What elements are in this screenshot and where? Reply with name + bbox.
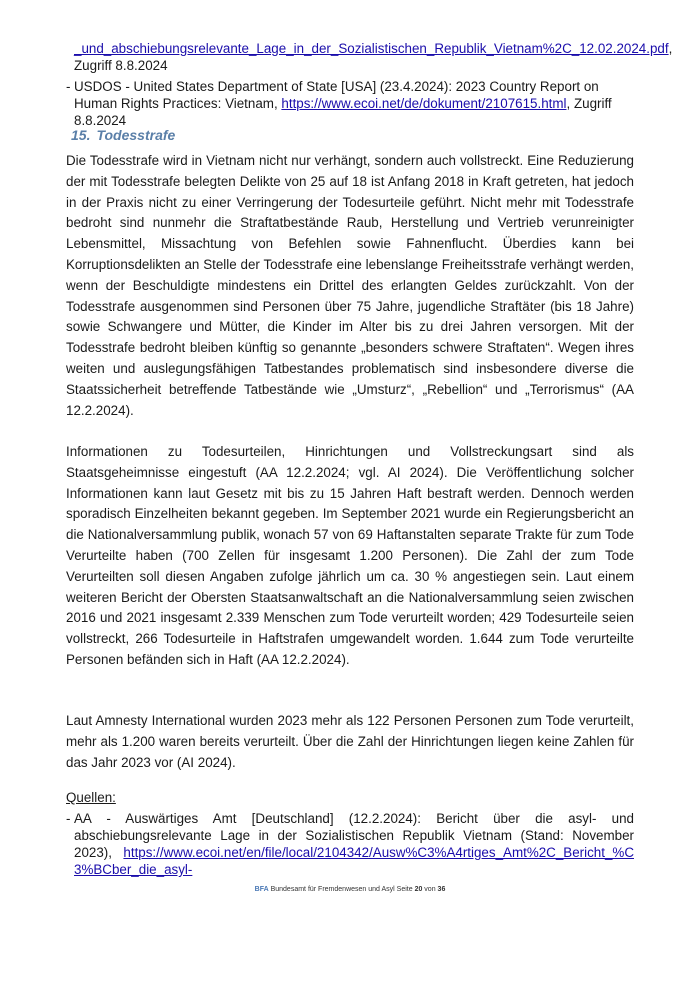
section-title: Todesstrafe bbox=[96, 127, 176, 143]
reference-text: AA - Auswärtiges Amt [Deutschland] (12.2.2024): Bericht über die asyl- und abschiebungsrelevante Lage in der Sozialistischen Republik Vietnam (Stand: November 2023), bbox=[74, 811, 634, 860]
reference-accessed: , Zugriff 8.8.2024 bbox=[74, 96, 612, 128]
reference-link[interactable]: _und_abschiebungsrelevante_Lage_in_der_Sozialistischen_Republik_Vietnam%2C_12.02.2024.pdf bbox=[74, 41, 669, 56]
footer-org: Bundesamt für Fremdenwesen und Asyl Seite bbox=[268, 886, 415, 893]
section-number: 15. bbox=[71, 127, 91, 143]
paragraph-1: Die Todesstrafe wird in Vietnam nicht nur verhängt, sondern auch vollstreckt. Eine Reduzierung der mit Todesstrafe belegten Delikte von 25 auf 18 ist Anfang 2018 in Kraft getreten, hat jedoch in der Praxis nicht zu einer Verringerung der Todesurteile geführt. Nicht mehr mit Todesstrafe bedroht sind nunmehr die Straftatbestände Raub, Herstellung und Vertrieb verunreinigter Lebensmittel, Missachtung von Befehlen sowie Fahnenflucht. Überdies kann bei Korruptionsdelikten an Stelle der Todesstrafe eine lebenslange Freiheitsstrafe verhängt werden, wenn der Beschuldigte mindestens ein Drittel des erlangten Geldes zurückzahlt. Von der Todesstrafe ausgenommen sind Personen über 75 Jahre, jugendliche Straftäter (bis 18 Jahre) sowie Schwangere und Mütter, die Kinder im Alter bis zu drei Jahren versorgen. Mit der Todesstrafe bedroht bleiben künftig so genannte „besonders schwere Straftaten“. Wegen ihres weiten und auslegungsfähigen Tatbestandes problematisch sind insbesondere diverse die Staatssicherheit betreffende Tatbestände wie „Umsturz“, „Rebellion“ und „Terrorismus“ (AA 12.2.2024). bbox=[66, 153, 634, 418]
list-dash: - bbox=[66, 79, 71, 94]
footer-of: von bbox=[422, 886, 438, 893]
reference-continuation bbox=[74, 40, 673, 74]
sources-heading: Quellen: bbox=[66, 790, 116, 805]
reference-usdos bbox=[66, 78, 634, 129]
footer-page-number: 20 bbox=[414, 886, 423, 893]
reference-link[interactable]: https://www.ecoi.net/de/dokument/2107615.html bbox=[281, 96, 567, 111]
reference-text: USDOS - United States Department of State [USA] (23.4.2024): 2023 Country Report on Human Rights Practices: Vietnam, bbox=[74, 79, 599, 111]
reference-link[interactable]: https://www.ecoi.net/en/file/local/2104342/Ausw%C3%A4rtiges_Amt%2C_Bericht_%C3%BCber_die_asyl- bbox=[74, 845, 634, 877]
section-heading bbox=[71, 127, 175, 143]
paragraph-2: Informationen zu Todesurteilen, Hinrichtungen und Vollstreckungsart sind als Staatsgeheimnisse eingestuft (AA 12.2.2024; vgl. AI 2024). Die Veröffentlichung solcher Informationen kann laut Gesetz mit bis zu 15 Jahren Haft bestraft werden. Dennoch werden sporadisch Einzelheiten bekannt gegeben. Im September 2021 wurde ein Regierungsbericht an die Nationalversammlung publik, wonach 57 von 69 Haftanstalten separate Trakte für zum Tode Verurteilte haben (700 Zellen für insgesamt 1.200 Personen). Die Zahl der zum Tode Verurteilten soll diesen Angaben zufolge jährlich um ca. 30 % angestiegen sein. Laut einem weiteren Bericht der Obersten Staatsanwaltschaft an die Nationalversammlung seien zwischen 2016 und 2021 insgesamt 2.339 Menschen zum Tode verurteilt worden; 429 Todesurteile seien vollstreckt, 266 Todesurteile in Haftstrafen umgewandelt worden. 1.644 zum Tode verurteilte Personen befänden sich in Haft (AA 12.2.2024). bbox=[66, 444, 634, 667]
page-footer bbox=[0, 886, 700, 893]
reference-aa bbox=[66, 810, 634, 878]
footer-brand: BFA bbox=[254, 886, 269, 893]
paragraph-3: Laut Amnesty International wurden 2023 mehr als 122 Personen Personen zum Tode verurteilt, mehr als 1.200 waren bereits verurteilt. Über die Zahl der Hinrichtungen liegen keine Zahlen für das Jahr 2023 vor (AI 2024). bbox=[66, 713, 634, 770]
footer-page-total: 36 bbox=[437, 886, 446, 893]
reference-accessed: , Zugriff 8.8.2024 bbox=[74, 41, 673, 73]
list-dash: - bbox=[66, 811, 71, 826]
